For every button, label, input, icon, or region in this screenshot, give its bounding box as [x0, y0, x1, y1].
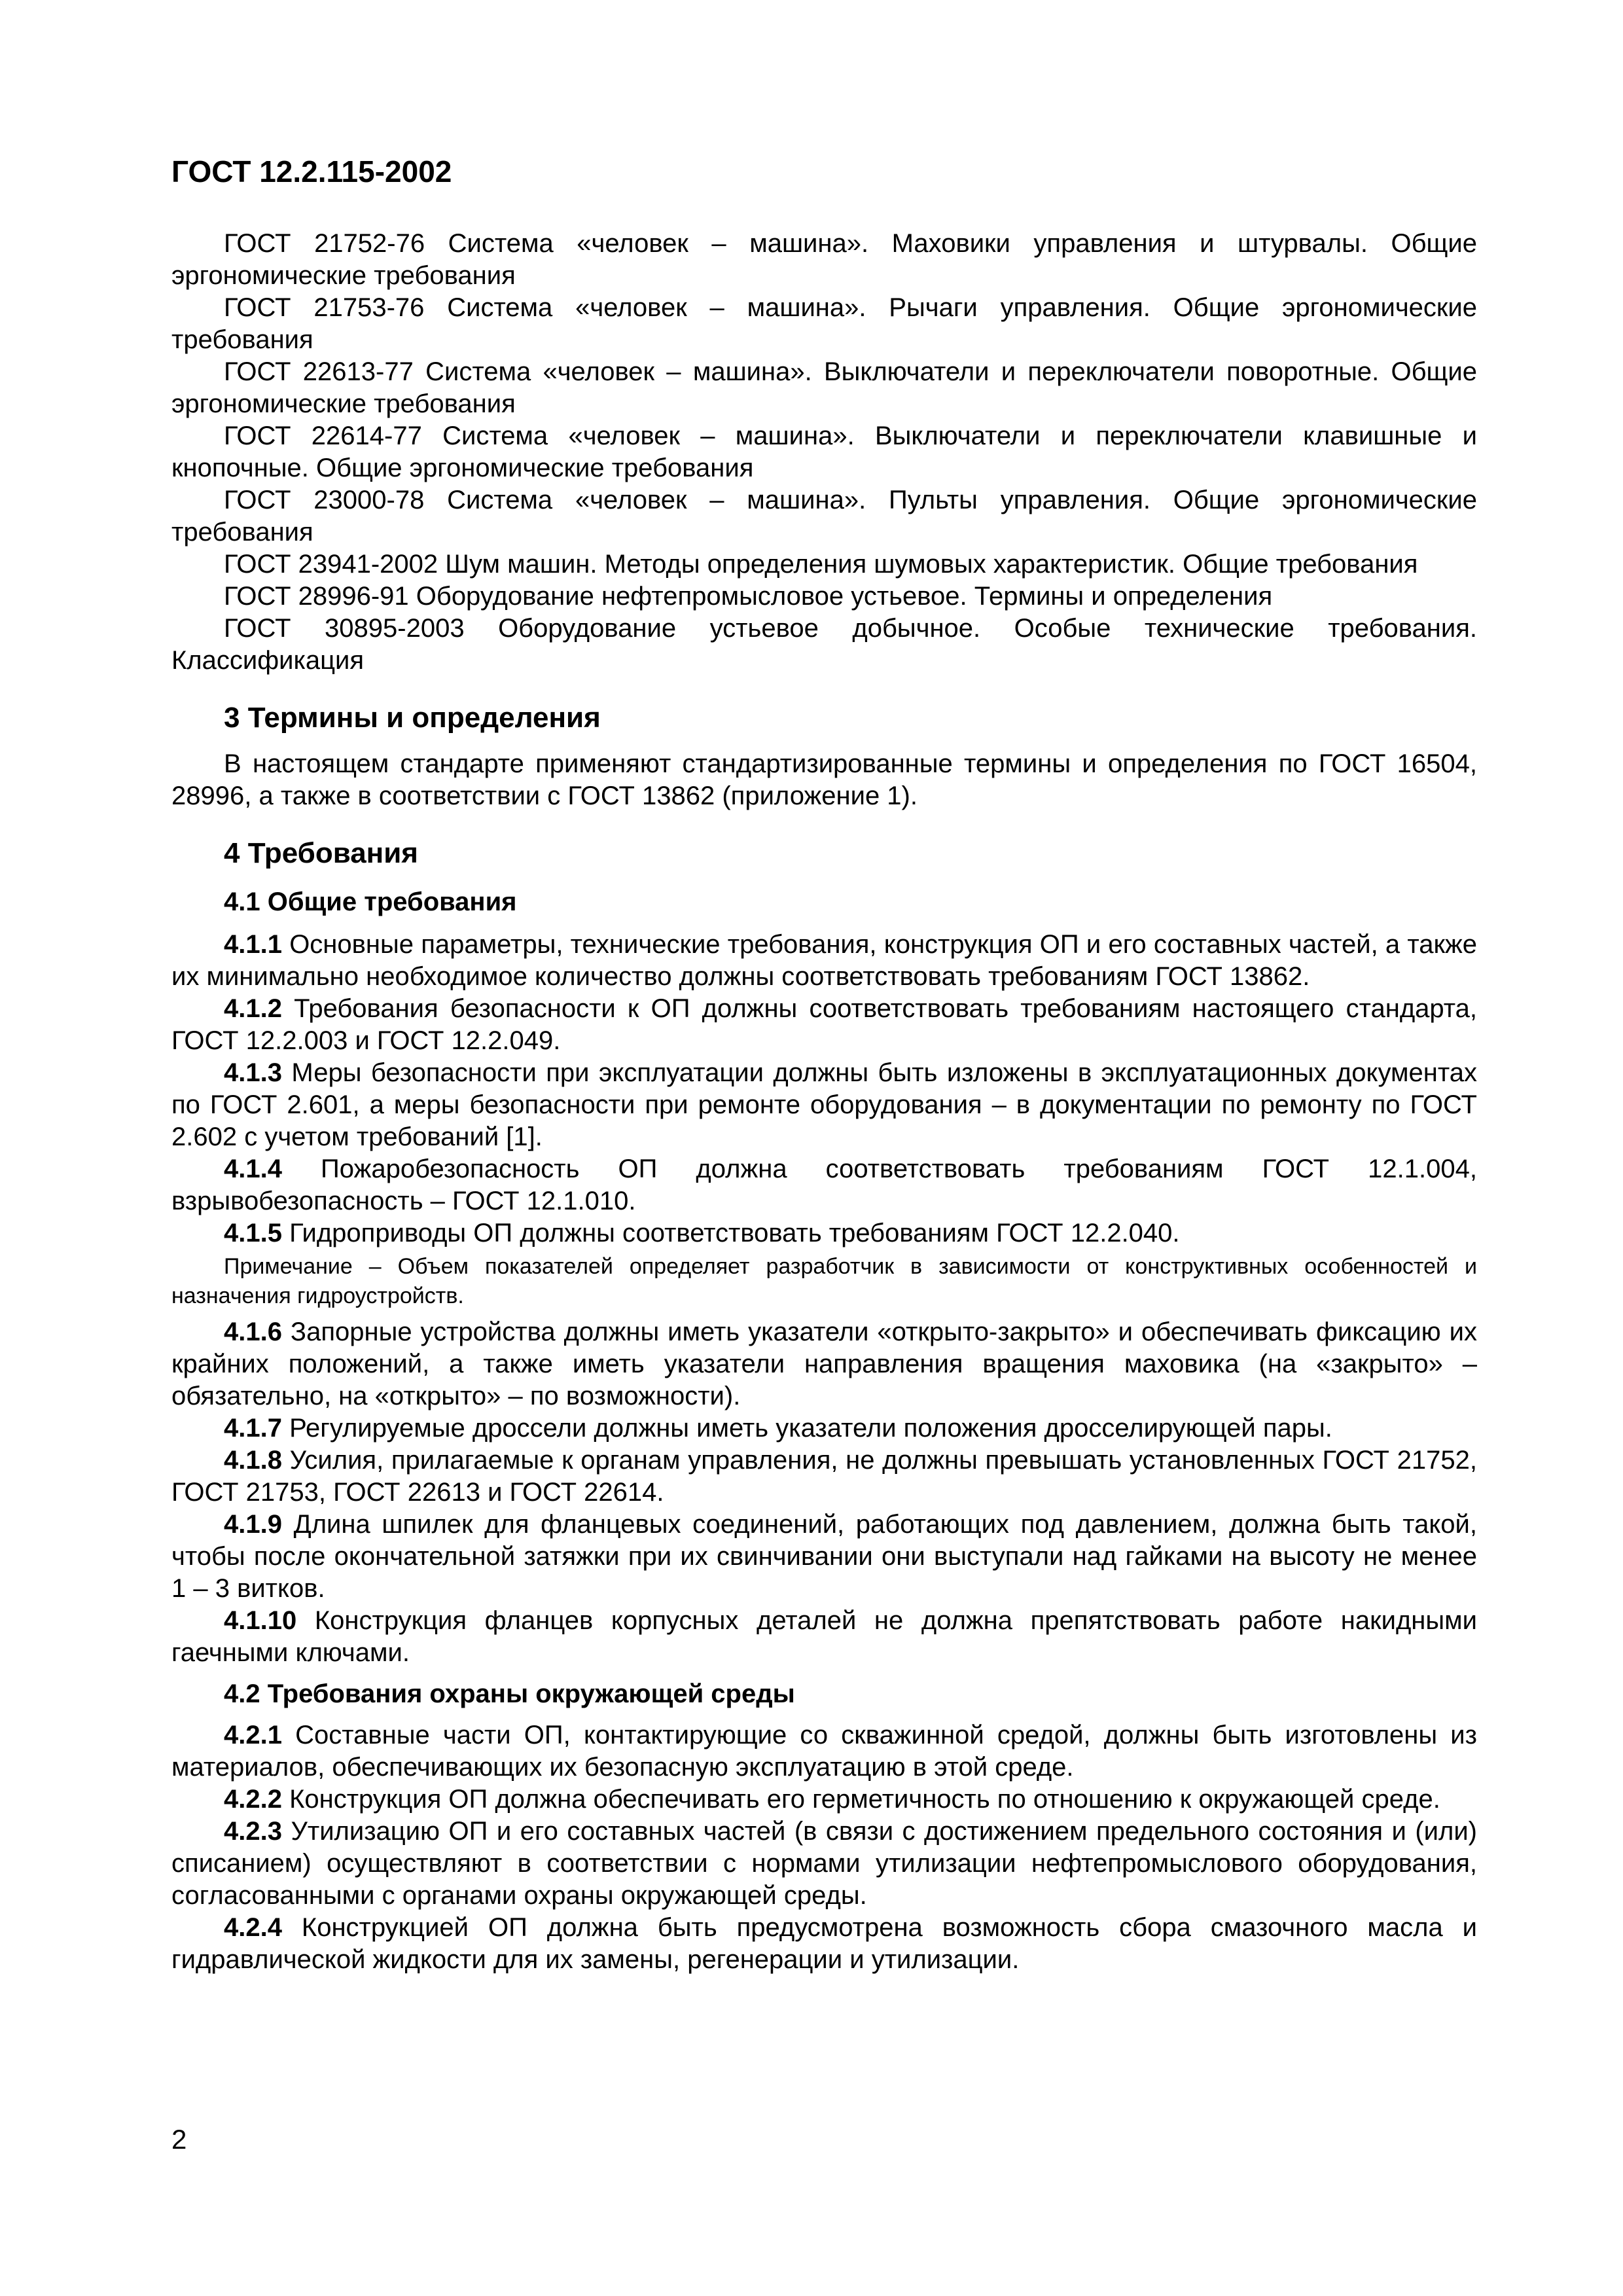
page-number: 2 [171, 2124, 187, 2155]
clause-4-1-6 [171, 1316, 1477, 1412]
clause-4-1-9 [171, 1509, 1477, 1605]
clause-text: Утилизацию ОП и его составных частей (в связи с достижением предельного состояния и (или) списанием) осуществляют в соответствии с нормами утилизации нефтепромыслового оборудования, согласованными с органами охраны окружающей среды. [171, 1817, 1477, 1910]
clause-number: 4.1.2 [224, 994, 282, 1023]
clause-number: 4.2.1 [224, 1721, 282, 1749]
clause-text: Регулируемые дроссели должны иметь указатели положения дросселирующей пары. [281, 1414, 1332, 1443]
clause-4-2-3 [171, 1816, 1477, 1912]
clause-4-2-2 [171, 1784, 1477, 1816]
clause-4-1-5 [171, 1217, 1477, 1249]
clause-number: 4.1.5 [224, 1219, 282, 1247]
section-4-heading: 4 Требования [224, 837, 418, 869]
norm-ref-item: ГОСТ 21752-76 Система «человек – машина». Маховики управления и штурвалы. Общие эргономические требования [171, 229, 1477, 290]
norm-ref-item: ГОСТ 23941-2002 Шум машин. Методы определения шумовых характеристик. Общие требования [224, 550, 1418, 579]
clause-number: 4.2.3 [224, 1817, 282, 1846]
clause-number: 4.1.1 [224, 930, 282, 959]
note-text: Примечание – Объем показателей определяет разработчик в зависимости от конструктивных особенностей и назначения гидроустройств. [171, 1254, 1477, 1308]
clause-4-2-1 [171, 1719, 1477, 1784]
document-body [171, 228, 1477, 1976]
subsection-4-2-heading: 4.2 Требования охраны окружающей среды [224, 1679, 795, 1708]
clause-text: Запорные устройства должны иметь указатели «открыто-закрыто» и обеспечивать фиксацию их крайних положений, а также иметь указатели направления вращения маховика (на «закрыто» – обязательно, на «открыто» – по возможности). [171, 1318, 1477, 1410]
clause-text: Требования безопасности к ОП должны соответствовать требованиям настоящего стандарта, ГОСТ 12.2.003 и ГОСТ 12.2.049. [171, 994, 1477, 1055]
norm-ref-item: ГОСТ 30895-2003 Оборудование устьевое добычное. Особые технические требования. Классификация [171, 614, 1477, 675]
norm-ref-item: ГОСТ 22614-77 Система «человек – машина». Выключатели и переключатели клавишные и кнопочные. Общие эргономические требования [171, 422, 1477, 482]
clause-4-1-2 [171, 993, 1477, 1057]
clause-number: 4.1.4 [224, 1155, 282, 1183]
clause-4-1-4 [171, 1153, 1477, 1217]
clause-text: Длина шпилек для фланцевых соединений, работающих под давлением, должна быть такой, чтобы после окончательной затяжки при их свинчивании они выступали над гайками на высоту не менее 1 – 3 витков. [171, 1510, 1477, 1603]
clause-4-2-4 [171, 1912, 1477, 1976]
clause-4-1-1 [171, 929, 1477, 993]
clause-number: 4.2.2 [224, 1785, 282, 1814]
clause-text: Усилия, прилагаемые к органам управления, не должны превышать установленных ГОСТ 21752, ГОСТ 21753, ГОСТ 22613 и ГОСТ 22614. [171, 1446, 1477, 1507]
clause-text: Гидроприводы ОП должны соответствовать требованиям ГОСТ 12.2.040. [281, 1219, 1180, 1247]
norm-ref-item: ГОСТ 22613-77 Система «человек – машина». Выключатели и переключатели поворотные. Общие эргономические требования [171, 357, 1477, 418]
clause-number: 4.1.9 [224, 1510, 282, 1539]
clause-number: 4.1.8 [224, 1446, 282, 1475]
section-3-heading: 3 Термины и определения [224, 702, 601, 734]
clause-number: 4.1.7 [224, 1414, 282, 1443]
clause-text: Конструкция ОП должна обеспечивать его герметичность по отношению к окружающей среде. [281, 1785, 1440, 1814]
clause-4-1-10 [171, 1605, 1477, 1669]
clause-4-1-8 [171, 1444, 1477, 1509]
norm-ref-item: ГОСТ 21753-76 Система «человек – машина». Рычаги управления. Общие эргономические требования [171, 293, 1477, 354]
clause-4-1-7 [171, 1412, 1477, 1444]
clause-number: 4.1.6 [224, 1318, 282, 1346]
clause-4-1-3 [171, 1057, 1477, 1153]
section-3-text: В настоящем стандарте применяют стандартизированные термины и определения по ГОСТ 16504, 28996, а также в соответствии с ГОСТ 13862 (приложение 1). [171, 749, 1477, 810]
document-header: ГОСТ 12.2.115-2002 [171, 154, 452, 188]
norm-ref-item: ГОСТ 23000-78 Система «человек – машина». Пульты управления. Общие эргономические требования [171, 486, 1477, 547]
clause-text: Конструкция фланцев корпусных деталей не должна препятствовать работе накидными гаечными ключами. [171, 1606, 1477, 1667]
clause-number: 4.2.4 [224, 1913, 282, 1942]
clause-text: Пожаробезопасность ОП должна соответствовать требованиям ГОСТ 12.1.004, взрывобезопасность – ГОСТ 12.1.010. [171, 1155, 1477, 1215]
normative-references-list [171, 228, 1477, 677]
clause-text: Основные параметры, технические требования, конструкция ОП и его составных частей, а также их минимально необходимое количество должны соответствовать требованиям ГОСТ 13862. [171, 930, 1477, 991]
clause-text: Конструкцией ОП должна быть предусмотрена возможность сбора смазочного масла и гидравлической жидкости для их замены, регенерации и утилизации. [171, 1913, 1477, 1974]
clause-number: 4.1.3 [224, 1058, 282, 1087]
clause-text: Составные части ОП, контактирующие со скважинной средой, должны быть изготовлены из материалов, обеспечивающих их безопасную эксплуатацию в этой среде. [171, 1721, 1477, 1782]
subsection-4-1-heading: 4.1 Общие требования [224, 888, 517, 916]
norm-ref-item: ГОСТ 28996-91 Оборудование нефтепромысловое устьевое. Термины и определения [224, 582, 1273, 611]
clause-text: Меры безопасности при эксплуатации должны быть изложены в эксплуатационных документах по ГОСТ 2.601, а меры безопасности при ремонте оборудования – в документации по ремонту по ГОСТ 2.602 с учетом требований [1]. [171, 1058, 1477, 1151]
clause-number: 4.1.10 [224, 1606, 297, 1635]
